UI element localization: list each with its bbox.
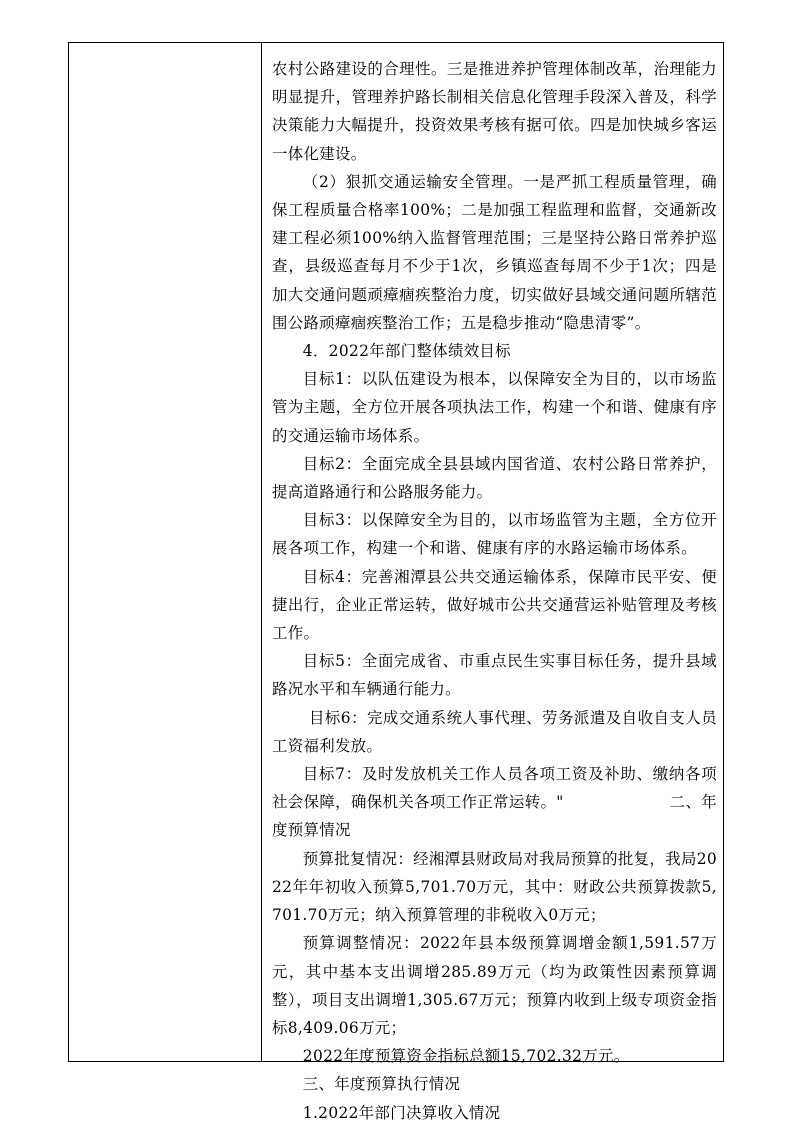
paragraph-goal-2: 目标2：全面完成全县县域内国省道、农村公路日常养护，提高道路通行和公路服务能力。 [272, 454, 717, 502]
paragraph-goal-5: 目标5：全面完成省、市重点民生实事目标任务，提升县域路况水平和车辆通行能力。 [272, 652, 717, 699]
content-table [68, 42, 724, 1122]
paragraph-budget-adjustment: 预算调整情况：2022年县本级预算调增金额1,591.57万元，其中基本支出调增285.89万元（均为政策性因素预算调整），项目支出调增1,305.67万元；预算内收到上级专项资金指标8,409.06万元； [272, 934, 717, 1037]
paragraph-goal-4: 目标4：完善湘潭县公共交通运输体系，保障市民平安、便捷出行，企业正常运转，做好城市公共交通营运补贴管理及考核工作。 [272, 567, 717, 643]
paragraph-rural-road-continuation: 农村公路建设的合理性。三是推进养护管理体制改革，治理能力明显提升，管理养护路长制相关信息化管理手段深入普及，科学决策能力大幅提升，投资效果考核有据可依。四是加快城乡客运一体化建设。 [272, 60, 717, 163]
section-heading-performance-goals: 4．2022年部门整体绩效目标 [302, 342, 511, 361]
paragraph-safety-management: （2）狠抓交通运输安全管理。一是严抓工程质量管理，确保工程质量合格率100%；二是加强工程监理和监督，交通新改建工程必须100%纳入监督管理范围；三是坚持公路日常养护巡查，县级巡查每月不少于1次，乡镇巡查每周不少于1次；四是加大交通问题顽瘴痼疾整治力度，切实做好县域交通问题所辖范围公路顽瘴痼疾整治工作；五是稳步推动“隐患清零”。 [272, 172, 717, 332]
table-left-column-cell [69, 43, 262, 1061]
subsection-heading-final-accounts-income: 1.2022年部门决算收入情况 [302, 1103, 501, 1122]
paragraph-budget-total: 2022年度预算资金指标总额15,702.32万元。 [302, 1047, 630, 1066]
paragraph-goal-3: 目标3：以保障安全为目的，以市场监管为主题，全方位开展各项工作，构建一个和谐、健康有序的水路运输市场体系。 [272, 511, 717, 558]
paragraph-goal-6: 目标6：完成交通系统人事代理、劳务派遣及自收自支人员工资福利发放。 [272, 708, 717, 755]
table-right-column-cell [262, 43, 723, 1122]
paragraph-goal-7: 目标7：及时发放机关工作人员各项工资及补助、缴纳各项社会保障，确保机关各项工作正常运转。" 二、年度预算情况 [272, 765, 717, 840]
section-heading-budget-execution: 三、年度预算执行情况 [302, 1075, 461, 1094]
paragraph-budget-approval: 预算批复情况：经湘潭县财政局对我局预算的批复，我局2022年年初收入预算5,701.70万元，其中：财政公共预算拨款5,701.70万元；纳入预算管理的非税收入0万元； [272, 849, 717, 925]
paragraph-goal-1: 目标1：以队伍建设为根本，以保障安全为目的，以市场监管为主题，全方位开展各项执法工作，构建一个和谐、健康有序的交通运输市场体系。 [272, 370, 717, 445]
